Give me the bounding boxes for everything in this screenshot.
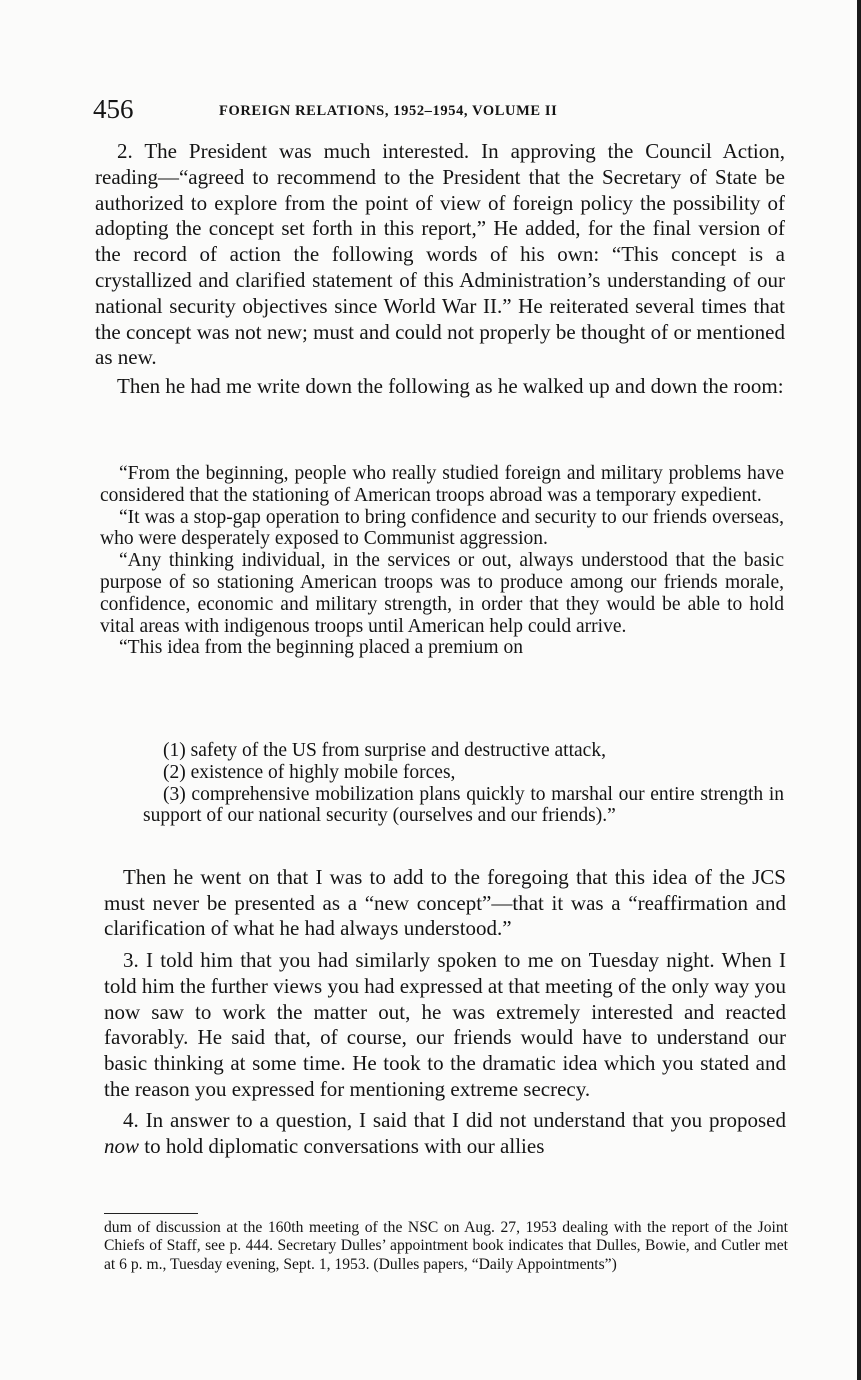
quote-paragraph-4: “This idea from the beginning placed a premium on [119,637,523,659]
quote-paragraph-2: “It was a stop-gap operation to bring confidence and security to our friends overseas, who were desperately exposed to Communist aggression. [100,506,784,550]
paragraph-4-emphasis: now [104,1134,140,1159]
paragraph-then-2: Then he went on that I was to add to the foregoing that this idea of the JCS must never be presented as a “new concept”—that it was a “reaffirmation and clarification of what he had always understood.” [104,865,786,941]
page-number: 456 [93,94,134,124]
running-head: FOREIGN RELATIONS, 1952–1954, VOLUME II [219,103,558,119]
paragraph-2: 2. The President was much interested. In approving the Council Action, reading—“agreed to recommend to the President that the Secretary of State be authorized to explore from the point of view of foreign policy the possibility of adopting the concept set forth in this report,” He added, for the final version of the record of action the following words of his own: “This concept is a crystallized and clarified statement of this Administration’s understanding of our national security objectives since World War II.” He reiterated several times that the concept was not new; must and could not properly be thought of or mentioned as new. [95,139,785,370]
paragraph-4-text-end: to hold diplomatic conversations with our allies [139,1134,545,1159]
page-edge [857,0,861,1380]
footnote-divider [104,1213,198,1214]
quote-paragraph-1: “From the beginning, people who really studied foreign and military problems have considered that the stationing of American troops abroad was a temporary expedient. [100,463,784,506]
list-item: (3) comprehensive mobilization plans quickly to marshal our entire strength in support of our national security (ourselves and our friends).” [143,783,784,827]
paragraph-4 [104,1108,786,1159]
paragraph-then: Then he had me write down the following as he walked up and down the room: [117,374,784,399]
footnote: dum of discussion at the 160th meeting of the NSC on Aug. 27, 1953 dealing with the report of the Joint Chiefs of Staff, see p. 444. Secretary Dulles’ appointment book indicates that Dulles, Bowie, and Cutler met at 6 p. m., Tuesday evening, Sept. 1, 1953. (Dulles papers, “Daily Appointments”) [104,1219,788,1273]
paragraph-3: 3. I told him that you had similarly spoken to me on Tuesday night. When I told him the further views you had expressed at that meeting of the only way you now saw to work the matter out, he was extremely interested and reacted favorably. He said that, of course, our friends would have to understand our basic thinking at some time. He took to the dramatic idea which you stated and the reason you expressed for mentioning extreme secrecy. [104,948,786,1101]
quotation-block [100,463,784,659]
page-header [93,92,793,126]
paragraph-4-text-start: 4. In answer to a question, I said that I did not understand that you proposed [123,1108,786,1133]
list-item: (1) safety of the US from surprise and destructive attack, [163,740,606,761]
numbered-list [143,740,784,827]
quote-paragraph-3: “Any thinking individual, in the services or out, always understood that the basic purpose of so stationing American troops was to produce among our friends morale, confidence, economic and military strength, in order that they would be able to hold vital areas with indigenous troops until American help could arrive. [100,550,784,637]
list-item: (2) existence of highly mobile forces, [163,761,456,783]
body-section-2 [104,865,786,1160]
body-section-1 [95,139,785,400]
